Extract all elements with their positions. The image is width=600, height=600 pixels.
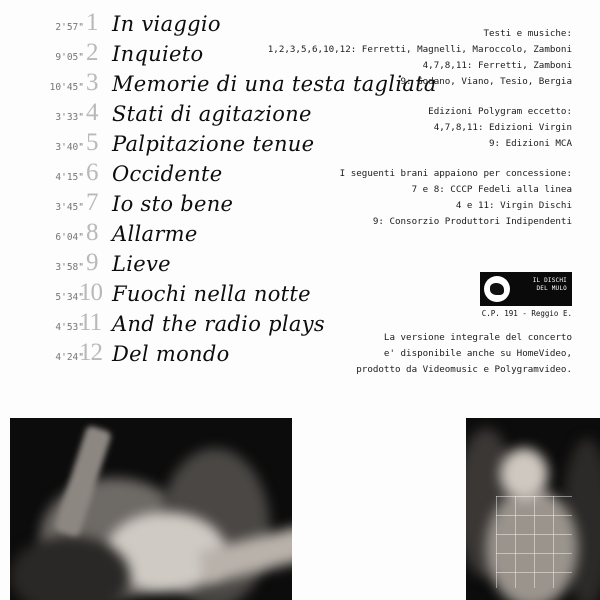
logo-line-1: IL DISCHI bbox=[532, 277, 567, 284]
track-title: Occidente bbox=[112, 162, 223, 186]
track-duration: 3'33" bbox=[55, 112, 84, 123]
track-number: 5 bbox=[86, 129, 99, 156]
credits-line: 9: Edizioni MCA bbox=[489, 138, 572, 149]
photo-shape bbox=[500, 448, 548, 500]
credits-line: Edizioni Polygram eccetto: bbox=[428, 106, 572, 117]
photo-performer-on-stage bbox=[466, 418, 600, 600]
track-title: Lieve bbox=[112, 252, 171, 276]
credits-line: Testi e musiche: bbox=[483, 28, 572, 39]
track-title: Io sto bene bbox=[112, 192, 234, 216]
track-duration: 3'58" bbox=[55, 262, 84, 273]
credits-block-writers bbox=[242, 26, 572, 90]
track-duration: 5'34" bbox=[55, 292, 84, 303]
track-title: Allarme bbox=[112, 222, 198, 246]
credits-block-licensing bbox=[242, 166, 572, 230]
track-number: 10 bbox=[79, 279, 102, 306]
video-note-line: e' disponibile anche su HomeVideo, bbox=[383, 348, 572, 359]
photo-pattern-overlay bbox=[496, 496, 572, 588]
track-number: 1 bbox=[86, 9, 99, 36]
track-duration: 10'45" bbox=[49, 82, 84, 93]
logo-text bbox=[533, 277, 567, 293]
track-number: 12 bbox=[79, 339, 102, 366]
credits-block-publishers bbox=[242, 104, 572, 152]
track-duration: 6'04" bbox=[55, 232, 84, 243]
track-duration: 9'05" bbox=[55, 52, 84, 63]
track-duration: 4'53" bbox=[55, 322, 84, 333]
credits-line: 4,7,8,11: Edizioni Virgin bbox=[433, 122, 572, 133]
track-number: 11 bbox=[79, 309, 102, 336]
track-number: 7 bbox=[86, 189, 99, 216]
credits-line: I seguenti brani appaiono per concessione: bbox=[339, 168, 572, 179]
track-number: 9 bbox=[86, 249, 99, 276]
track-duration: 3'45" bbox=[55, 202, 84, 213]
credits-line: 7 e 8: CCCP Fedeli alla linea bbox=[411, 184, 572, 195]
video-note bbox=[242, 330, 572, 378]
track-title: Palpitazione tenue bbox=[112, 132, 315, 156]
track-title: Inquieto bbox=[112, 42, 204, 66]
credits-line: 9: Godano, Viano, Tesio, Bergia bbox=[400, 76, 572, 87]
credits-line: 9: Consorzio Produttori Indipendenti bbox=[372, 216, 572, 227]
credits-line: 4,7,8,11: Ferretti, Zamboni bbox=[422, 60, 572, 71]
label-address: C.P. 191 - Reggio E. bbox=[481, 309, 572, 318]
track-title: And the radio plays bbox=[112, 312, 325, 336]
track-duration: 4'24" bbox=[55, 352, 84, 363]
record-label-logo bbox=[476, 272, 572, 318]
track-duration: 3'40" bbox=[55, 142, 84, 153]
video-note-line: La versione integrale del concerto bbox=[383, 332, 572, 343]
track-title: Del mondo bbox=[112, 342, 230, 366]
track-number: 6 bbox=[86, 159, 99, 186]
track-title: Stati di agitazione bbox=[112, 102, 312, 126]
track-title: Fuochi nella notte bbox=[112, 282, 311, 306]
track-number: 8 bbox=[86, 219, 99, 246]
credits-panel bbox=[242, 26, 572, 244]
track-duration: 4'15" bbox=[55, 172, 84, 183]
mule-head-icon bbox=[484, 276, 510, 302]
track-number: 2 bbox=[86, 39, 99, 66]
track-title: In viaggio bbox=[112, 12, 221, 36]
video-note-line: prodotto da Videomusic e Polygramvideo. bbox=[356, 364, 572, 375]
credits-line: 1,2,3,5,6,10,12: Ferretti, Magnelli, Maroccolo, Zamboni bbox=[267, 44, 572, 55]
photo-hands-writing bbox=[10, 418, 292, 600]
track-number: 3 bbox=[86, 69, 99, 96]
track-title: Memorie di una testa tagliata bbox=[112, 72, 437, 96]
track-duration: 2'57" bbox=[55, 22, 84, 33]
mule-logo-icon bbox=[480, 272, 572, 306]
logo-line-2: DEL MULO bbox=[536, 285, 567, 292]
track-number: 4 bbox=[86, 99, 99, 126]
credits-line: 4 e 11: Virgin Dischi bbox=[455, 200, 572, 211]
